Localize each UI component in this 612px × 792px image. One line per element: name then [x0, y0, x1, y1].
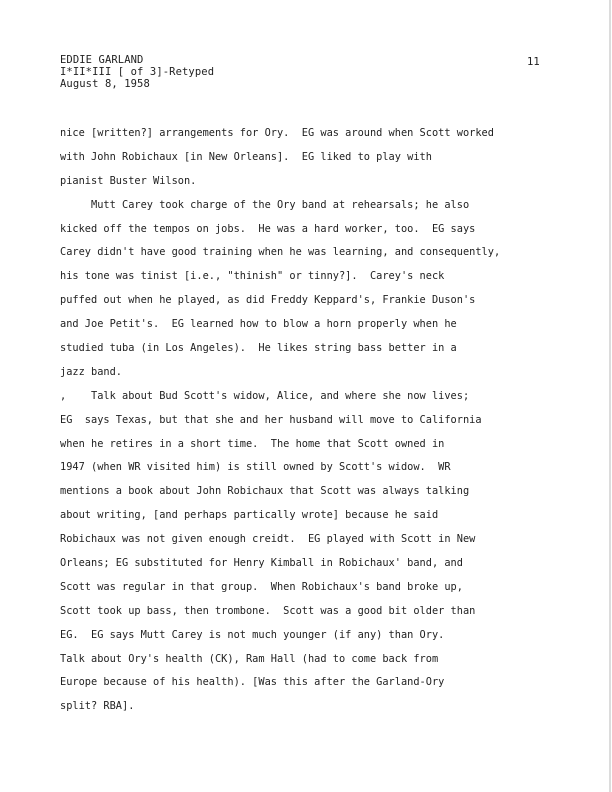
transcript-line: mentions a book about John Robichaux that Scott was always talking: [60, 485, 470, 498]
transcript-line: Europe because of his health). [Was this after the Garland-Ory: [60, 676, 445, 689]
transcript-body: [60, 122, 574, 719]
transcript-line: pianist Buster Wilson.: [60, 174, 197, 187]
document-header: [60, 54, 214, 90]
transcript-line: nice [written?] arrangements for Ory. EG was around when Scott worked: [60, 127, 494, 139]
page-number: 11: [527, 56, 540, 68]
transcript-line: when he retires in a short time. The home that Scott owned in: [60, 437, 445, 450]
transcript-line: Mutt Carey took charge of the Ory band at rehearsals; he also: [60, 198, 470, 211]
interview-date: August 8, 1958: [60, 78, 150, 90]
transcript-line: split? RBA].: [60, 700, 135, 713]
transcript-line: jazz band.: [60, 365, 122, 378]
transcript-line: kicked off the tempos on jobs. He was a hard worker, too. EG says: [60, 222, 476, 235]
transcript-line: Orleans; EG substituted for Henry Kimball in Robichaux' band, and: [60, 557, 463, 570]
transcript-line: , Talk about Bud Scott's widow, Alice, and where she now lives;: [60, 389, 470, 402]
transcript-line: Robichaux was not given enough creidt. EG played with Scott in New: [60, 533, 476, 546]
transcript-line: his tone was tinist [i.e., "thinish" or tinny?]. Carey's neck: [60, 270, 445, 283]
transcript-line: studied tuba (in Los Angeles). He likes string bass better in a: [60, 342, 457, 355]
transcript-line: about writing, [and perhaps partically wrote] because he said: [60, 509, 439, 522]
transcript-line: with John Robichaux [in New Orleans]. EG liked to play with: [60, 150, 432, 163]
transcript-line: EG says Texas, but that she and her husband will move to California: [60, 413, 482, 426]
transcript-line: and Joe Petit's. EG learned how to blow a horn properly when he: [60, 318, 457, 331]
transcript-line: puffed out when he played, as did Freddy Keppard's, Frankie Duson's: [60, 294, 476, 307]
reel-info: I*II*III [ of 3]-Retyped: [60, 66, 215, 78]
transcript-line: Scott was regular in that group. When Robichaux's band broke up,: [60, 580, 463, 593]
transcript-line: 1947 (when WR visited him) is still owned by Scott's widow. WR: [60, 461, 451, 474]
page-edge-divider: [609, 0, 611, 792]
transcript-line: Scott took up bass, then trombone. Scott was a good bit older than: [60, 604, 476, 617]
transcript-line: EG. EG says Mutt Carey is not much younger (if any) than Ory.: [60, 628, 445, 641]
transcript-line: Carey didn't have good training when he was learning, and consequently,: [60, 246, 501, 259]
transcript-line: Talk about Ory's health (CK), Ram Hall (had to come back from: [60, 652, 439, 665]
interviewee-name: EDDIE GARLAND: [60, 54, 144, 66]
